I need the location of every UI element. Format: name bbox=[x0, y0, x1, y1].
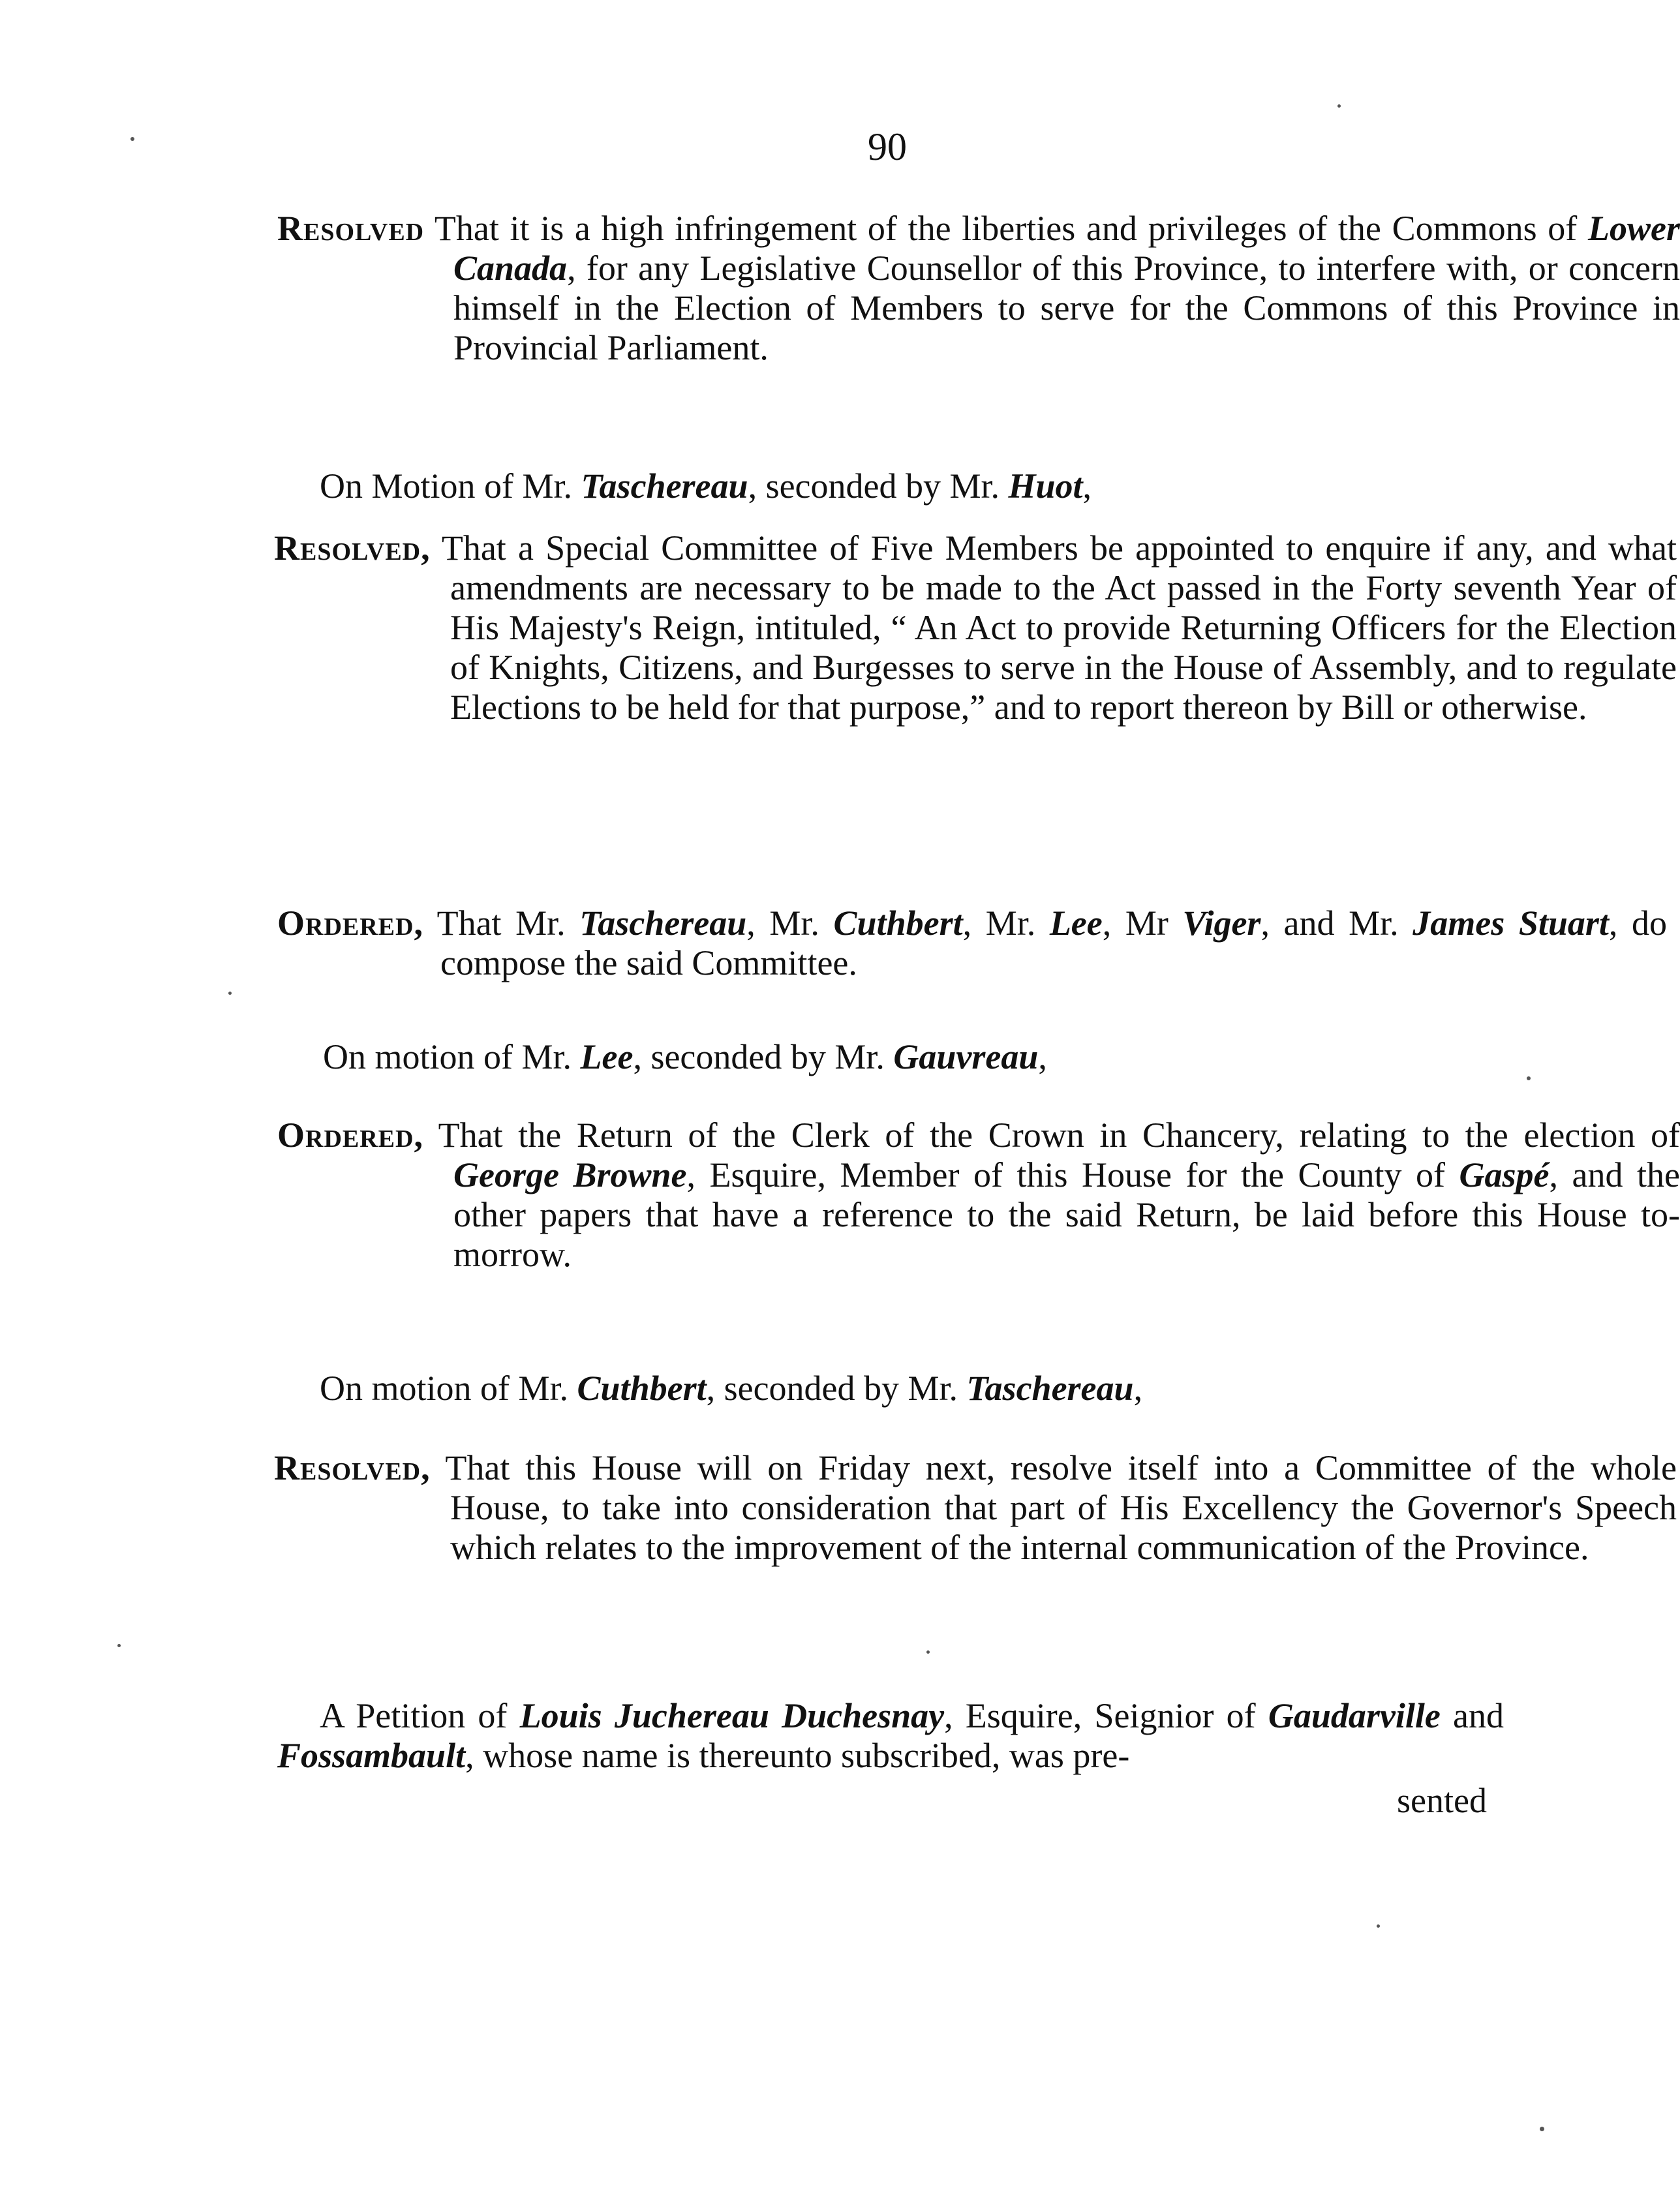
resolution-paragraph-2 bbox=[274, 528, 1677, 727]
order-paragraph-1 bbox=[277, 904, 1667, 983]
resolved-label: Resolved bbox=[277, 209, 425, 248]
paragraph-text: That the Return of the Clerk of the Crown in Chancery, relating to the election of bbox=[423, 1116, 1680, 1155]
motion-text: On motion of Mr. bbox=[320, 1369, 577, 1408]
member-name: James Stuart bbox=[1413, 904, 1609, 943]
scan-speck bbox=[926, 1650, 930, 1654]
paragraph-text: and bbox=[1440, 1696, 1504, 1735]
motion-text: On motion of Mr. bbox=[323, 1037, 581, 1076]
member-name: Cuthbert bbox=[577, 1369, 707, 1408]
member-name: Viger bbox=[1182, 904, 1261, 943]
place-name: Gaudarville bbox=[1268, 1696, 1441, 1735]
paragraph-text: That a Special Committee of Five Members be appointed to enquire if any, and what amendments are necessary to be made to the Act passed in the Forty seventh Year of His Majesty's Reign, intituled, “ An Act to provide Returning Officers for the Election of Knights, Citizens, and Burgesses to serve in the House of Assembly, and to regulate Elections to be held for that purpose,” and to report thereon by Bill or otherwise. bbox=[430, 528, 1677, 727]
paragraph-text: , Mr. bbox=[962, 904, 1050, 943]
resolution-paragraph-1 bbox=[277, 209, 1680, 368]
scan-speck bbox=[228, 992, 232, 995]
member-name: Cuthbert bbox=[833, 904, 963, 943]
place-name: Fossambault bbox=[277, 1736, 466, 1775]
motion-text: , bbox=[1133, 1369, 1143, 1408]
motion-text: , bbox=[1082, 466, 1092, 506]
member-name: Taschereau bbox=[581, 466, 748, 506]
motion-text: , seconded by Mr. bbox=[633, 1037, 894, 1076]
resolved-label: Resolved, bbox=[274, 528, 431, 568]
paragraph-text: , whose name is thereunto subscribed, was pre- bbox=[465, 1736, 1130, 1775]
resolution-paragraph-3 bbox=[274, 1448, 1677, 1568]
motion-text: On Motion of Mr. bbox=[320, 466, 581, 506]
paragraph-text: That Mr. bbox=[423, 904, 580, 943]
member-name: Taschereau bbox=[579, 904, 747, 943]
motion-text: , seconded by Mr. bbox=[706, 1369, 967, 1408]
person-name: George Browne bbox=[453, 1155, 687, 1194]
member-name: Lee bbox=[1049, 904, 1103, 943]
place-name: Lower Canada bbox=[453, 209, 1680, 288]
member-name: Taschereau bbox=[966, 1369, 1134, 1408]
motion-text: , bbox=[1038, 1037, 1047, 1076]
scan-speck bbox=[1540, 2127, 1544, 2131]
scan-speck bbox=[117, 1644, 121, 1647]
member-name: Huot bbox=[1008, 466, 1083, 506]
scan-speck bbox=[130, 137, 134, 141]
ordered-label: Ordered, bbox=[277, 1116, 423, 1155]
paragraph-text: , Esquire, Member of this House for the County of bbox=[686, 1155, 1459, 1194]
paragraph-text: , and the other papers that have a reference to the said Return, be laid before this House to-morrow. bbox=[453, 1155, 1680, 1274]
scan-speck bbox=[1337, 104, 1341, 108]
paragraph-text: That it is a high infringement of the liberties and privileges of the Commons of bbox=[434, 209, 1588, 248]
member-name: Lee bbox=[580, 1037, 634, 1076]
ordered-label: Ordered, bbox=[277, 904, 423, 943]
place-name: Gaspé bbox=[1459, 1155, 1550, 1194]
paragraph-text: , for any Legislative Counsellor of this Province, to interfere with, or concern himself in the Election of Members to serve for the Commons of this Province in Provincial Parliament. bbox=[453, 249, 1680, 367]
paragraph-text: , Mr bbox=[1102, 904, 1183, 943]
paragraph-text: , do compose the said Committee. bbox=[440, 904, 1668, 982]
page-number: 90 bbox=[868, 125, 907, 168]
paragraph-text: , and Mr. bbox=[1260, 904, 1413, 943]
paragraph-text: , Esquire, Seignior of bbox=[944, 1696, 1268, 1735]
motion-line-2 bbox=[323, 1037, 1047, 1077]
paragraph-text: , Mr. bbox=[746, 904, 834, 943]
paragraph-text: That this House will on Friday next, resolve itself into a Committee of the whole House, to take into consideration that part of His Excellency the Governor's Speech which relates to the improvement of the internal communication of the Province. bbox=[430, 1448, 1677, 1567]
catchword: sented bbox=[1397, 1781, 1487, 1820]
person-name: Louis Juchereau Duchesnay bbox=[519, 1696, 945, 1735]
resolved-label: Resolved, bbox=[274, 1448, 431, 1487]
scan-speck bbox=[1377, 1924, 1380, 1928]
motion-line-3 bbox=[320, 1369, 1142, 1408]
motion-line-1 bbox=[320, 466, 1092, 506]
petition-paragraph bbox=[277, 1696, 1504, 1776]
member-name: Gauvreau bbox=[893, 1037, 1039, 1076]
paragraph-text: A Petition of bbox=[320, 1696, 520, 1735]
scan-speck bbox=[1527, 1076, 1531, 1080]
motion-text: , seconded by Mr. bbox=[748, 466, 1009, 506]
order-paragraph-2 bbox=[277, 1116, 1680, 1275]
